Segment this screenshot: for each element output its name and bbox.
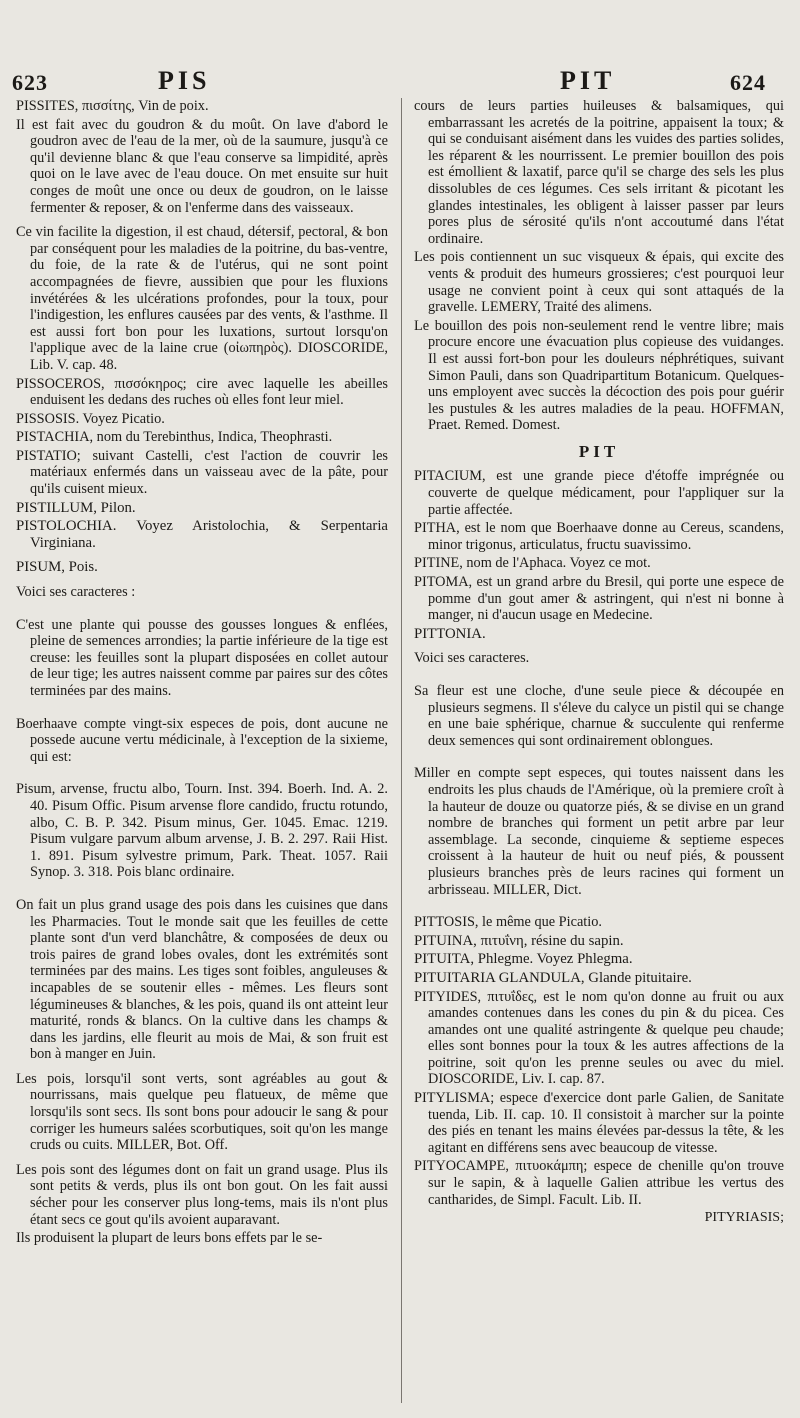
paragraph: Voici ses caracteres. [414, 650, 530, 667]
paragraph: Boerhaave compte vingt-six especes de pois, dont aucune ne possede aucune vertu médicinale, à l'exception de la sixieme, qui est: [16, 715, 388, 765]
paragraph: Ils produisent la plupart de leurs bons effets par le se- [16, 1230, 323, 1247]
left-column [16, 98, 388, 1249]
entry-pituina: PITUINA, πιτυΐνη, résine du sapin. [414, 932, 624, 949]
entry-pissites: PISSITES, πισσίτης, Vin de poix. [16, 98, 209, 114]
entry-pisum: PISUM, Pois. [16, 559, 98, 576]
entry-pitoma: PITOMA, est un grand arbre du Bresil, qui porte une espece de pomme d'un gout amer & astringent, qui n'est ni bonne à manger, ni d'aucun usage en Medecine. [414, 574, 784, 624]
entry-pitha: PITHA, est le nom que Boerhaave donne au Cereus, scandens, minor trigonus, articulatus, fructu suavissimo. [414, 520, 784, 553]
paragraph: Le bouillon des pois non-seulement rend le ventre libre; mais procure encore une évacuation plus copieuse des vuidanges. Il est aussi fort-bon pour les douleurs néphrétiques, suivant Simon Pauli, dans son Quadripartitum Botanicum. Quelques-uns employent avec succès la décoction des pois pour guérir les pustules & les autres maladies de la peau. HOFFMAN, Praet. Remed. Domest. [414, 317, 784, 434]
entry-pissosis: PISSOSIS. Voyez Picatio. [16, 410, 165, 427]
paragraph: C'est une plante qui pousse des gousses longues & enflées, pleine de semences arrondies; la partie inférieure de la tige est creuse: les feuilles sont la plupart disposées en collet autour de leur tige; les autres naissent comme par paires sur des côtes terminées par des mains. [16, 616, 388, 699]
paragraph: Miller en compte sept especes, qui toutes naissent dans les endroits les plus chauds de l'Amérique, où la premiere croît à la hauteur de douze ou quatorze piés, & se divise en un grand nombre de branches qui forment un petit arbre par leur assemblage. La seconde, cinquieme & septieme especes croissent à la hauteur de huit ou neuf piés, & poussent plusieurs branches près de leurs racines qui forment un arbrisseau. MILLER, Dict. [414, 765, 784, 898]
right-page-number: 624 [730, 70, 766, 95]
entry-pistillum: PISTILLUM, Pilon. [16, 499, 136, 516]
right-running-head: PIT [560, 66, 616, 95]
entry-pissoceros: PISSOCEROS, πισσόκηρος; cire avec laquelle les abeilles enduisent les dedans des ruches où elles font leur miel. [16, 375, 388, 409]
right-column [414, 98, 784, 1227]
paragraph: Ce vin facilite la digestion, il est chaud, détersif, pectoral, & bon par conséquent pour les maladies de la poitrine, du bas-ventre, du foie, de la rate & de l'utérus, qui ne sont point accompagnées de fievre, aussibien que pour les fluxions invétérées & les ulcérations profondes, pour la toux, pour l'indigestion, les enflures causées par des vents, & l'asthme. Il est aussi fort bon pour les luxations, surtout lorsqu'on l'applique avec de la laine crue (οἰωπηρὸς). DIOSCORIDE, Lib. V. cap. 48. [16, 224, 388, 373]
entry-pituita: PITUITA, Phlegme. Voyez Phlegma. [414, 951, 633, 968]
entry-pistolochia: PISTOLOCHIA. Voyez Aristolochia, & Serpentaria Virginiana. [16, 518, 388, 551]
paragraph: Les pois, lorsqu'il sont verts, sont agréables au gout & nourrissans, mais quelque peu flatueux, de même que lorsqu'ils sont secs. Ils sont bons pour adoucir le sang & pour corriger les humeurs salées scorbutiques, soit qu'on les mange cruds ou cuits. MILLER, Bot. Off. [16, 1070, 388, 1154]
paragraph: Voici ses caracteres : [16, 584, 136, 601]
entry-pityocampe: PITYOCAMPE, πιτυοκάμπη; espece de chenille qu'on trouve sur le sapin, & à laquelle Galien attribue les vertus des cantharides, de Simpl. Facult. Lib. II. [414, 1158, 784, 1208]
entry-pittonia: PITTONIA. [414, 625, 486, 642]
entry-pittosis: PITTOSIS, le même que Picatio. [414, 914, 602, 931]
paragraph: Il est fait avec du goudron & du moût. On lave d'abord le goudron avec de l'eau de la mer, où de la saumure, jusqu'à ce qu'il devienne blanc & que l'eau conserve sa limpidité, après quoi on le lave avec de l'eau douce. On met ensuite sur huit conges de moût une once ou deux de goudron, on le laisse fermenter & reposer, & on l'enferme dans des vaisseaux. [16, 116, 388, 216]
entry-pitine: PITINE, nom de l'Aphaca. Voyez ce mot. [414, 555, 651, 572]
entry-pistachia: PISTACHIA, nom du Terebinthus, Indica, Theophrasti. [16, 429, 333, 446]
entry-pitacium: PITACIUM, est une grande piece d'étoffe imprégnée ou couverte de quelque médicament, pour l'appliquer sur la partie affectée. [414, 468, 784, 518]
paragraph: Les pois contiennent un suc visqueux & épais, qui excite des vents & produit des humeurs grossieres; c'est pourquoi leur usage ne convient point à ceux qui sont attaqués de la gravelle. LEMERY, Traité des alimens. [414, 249, 784, 316]
section-heading: PIT [578, 441, 620, 461]
paragraph: cours de leurs parties huileuses & balsamiques, qui embarrassant les acretés de la poitrine, appaisent la toux; & qui se conduisant aisément dans les vuides des parties solides, les réparent & les nourrissent. Le premier bouillon des pois est émollient & laxatif, parce qu'il se charge des sels les plus dissolubles de ces légumes. Ces sels irritant & picotant les glandes intestinales, les obligent à laisser passer par leurs pores plus de sérosité qu'ils n'ont accoutumé dans l'état ordinaire. [414, 98, 784, 247]
paragraph: Sa fleur est une cloche, d'une seule piece & découpée en plusieurs segmens. Il s'éleve du calyce un pistil qui se change en une baie sphérique, charnue & succulente qui renferme deux semences qui sont ordinairement oblongues. [414, 683, 784, 749]
paragraph: Pisum, arvense, fructu albo, Tourn. Inst. 394. Boerh. Ind. A. 2. 40. Pisum Offic. Pisum arvense flore candido, fructu rotundo, albo, C. B. P. 342. Pisum minus, Ger. 1045. Emac. 1219. Pisum vulgare parvum album arvense, J. B. 2. 297. Raii Hist. 1. 891. Pisum sylvestre primum, Park. Theat. 1057. Raii Synop. 3. 318. Pois blanc ordinaire. [16, 781, 388, 881]
paragraph: Les pois sont des légumes dont on fait un grand usage. Plus ils sont petits & verds, plus ils ont bon gout. On les fait aussi sécher pour les conserver plus long-tems, mais ils n'ont plus étant secs ce gout qu'ils avoient auparavant. [16, 1161, 388, 1228]
entry-pitylisma: PITYLISMA; espece d'exercice dont parle Galien, de Sanitate tuenda, Lib. II. cap. 10. Il consistoit à marcher sur la pointe des piés en tenant les mains élevées par-dessus la tête, & les agitant en différens sens avec beaucoup de vitesse. [414, 1090, 784, 1156]
entry-pistatio: PISTATIO; suivant Castelli, c'est l'action de couvrir les matériaux enfermés dans un vaisseau avec de la pâte, pour qu'ils cuisent mieux. [16, 447, 388, 498]
entry-pituitaria: PITUITARIA GLANDULA, Glande pituitaire. [414, 969, 692, 986]
catchword: PITYRIASIS; [704, 1210, 784, 1226]
left-page-number: 623 [12, 70, 48, 95]
left-running-head: PIS [158, 66, 211, 95]
entry-pityides: PITYIDES, πιτυΐδες, est le nom qu'on donne au fruit ou aux amandes contenues dans les cones du pin & du picea. Ces amandes ont une qualité astringente & quelque peu chaude; elles sont bonnes pour la toux & les autres affections de la poitrine, soit qu'on les prenne seules ou avec du miel. DIOSCORIDE, Liv. I. cap. 87. [414, 988, 784, 1088]
paragraph: On fait un plus grand usage des pois dans les cuisines que dans les Pharmacies. Tout le monde sait que les feuilles de cette plante sont d'un verd blanchâtre, & composées de deux ou trois paires de grand lobes ovales, dont les extrémités sont terminées par des mains. Les tiges sont foibles, anguleuses & incapables de se soutenir elles - mêmes. Les fleurs sont légumineuses & blanches, & les pois, quand ils ont atteint leur maturité, ronds & blancs. On la cultive dans les champs & dans les jardins, elle fleurit au mois de Mai, & son fruit est bon à manger en Juin. [16, 896, 388, 1063]
column-divider [401, 98, 402, 1403]
